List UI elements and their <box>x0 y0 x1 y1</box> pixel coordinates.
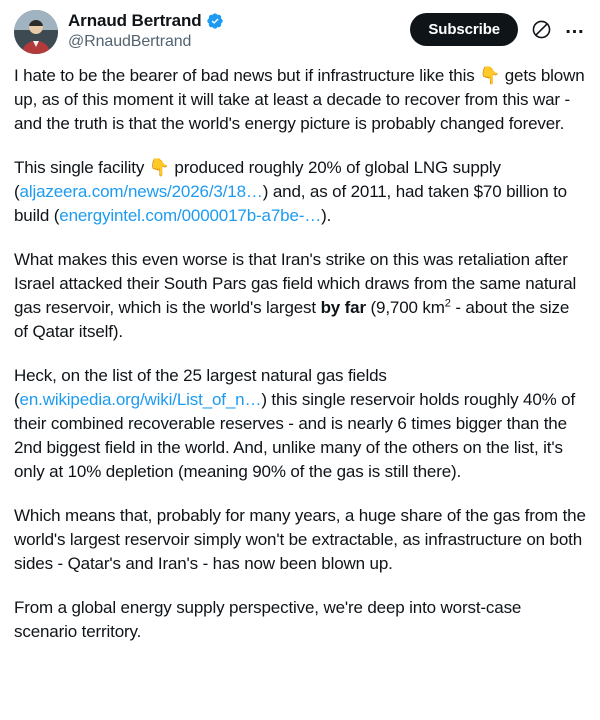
display-name-row <box>68 11 400 31</box>
avatar[interactable] <box>14 10 58 54</box>
pointing-down-emoji: 👇 <box>148 158 170 177</box>
post-link[interactable]: en.wikipedia.org/wiki/List_of_n… <box>19 390 262 409</box>
post-header <box>14 10 586 54</box>
author-names <box>68 10 400 51</box>
post-paragraph: Heck, on the list of the 25 largest natural gas fields (en.wikipedia.org/wiki/List_of_n…) this single reservoir holds roughly 40% of their combined recoverable reserves - and is nearly 6 times bigger than the 2nd biggest field in the world. And, unlike many of the others on the list, it's only at 10% depletion (meaning 90% of the gas is still there). <box>14 366 576 481</box>
emphasis-text: by far <box>320 298 366 317</box>
pointing-down-emoji: 👇 <box>479 66 501 85</box>
post-body <box>14 64 586 644</box>
mute-icon[interactable] <box>530 19 552 41</box>
post-link[interactable]: aljazeera.com/news/2026/3/18… <box>19 182 263 201</box>
superscript-text: 2 <box>444 297 451 310</box>
post-link[interactable]: energyintel.com/0000017b-a7be-… <box>59 206 322 225</box>
post-paragraph: I hate to be the bearer of bad news but if infrastructure like this 👇 gets blown up, as of this moment it will take at least a decade to recover from this war - and the truth is that the world's energy picture is probably changed forever. <box>14 66 585 133</box>
post-actions <box>410 10 586 46</box>
post-paragraph: Which means that, probably for many years, a huge share of the gas from the world's largest reservoir simply won't be extractable, as infrastructure on both sides - Qatar's and Iran's - has now been blown up. <box>14 506 586 573</box>
more-options-icon[interactable]: … <box>564 15 586 38</box>
post-paragraph: From a global energy supply perspective, we're deep into worst-case scenario territory. <box>14 598 522 641</box>
subscribe-button[interactable]: Subscribe <box>410 13 518 46</box>
author-display-name[interactable]: Arnaud Bertrand <box>68 11 202 30</box>
post-paragraph: What makes this even worse is that Iran's strike on this was retaliation after Israel attacked their South Pars gas field which draws from the same natural gas reservoir, which is the world's largest by far (9,700 $km^2$ - about the size of Qatar itself). <box>14 250 577 341</box>
verified-badge-icon <box>206 12 224 30</box>
post-paragraph: This single facility 👇 produced roughly 20% of global LNG supply (aljazeera.com/news/2026/3/18…) and, as of 2011, had taken $70 billion to build (energyintel.com/0000017b-a7be-…). <box>14 158 567 225</box>
author-handle[interactable]: @RnaudBertrand <box>68 32 192 50</box>
